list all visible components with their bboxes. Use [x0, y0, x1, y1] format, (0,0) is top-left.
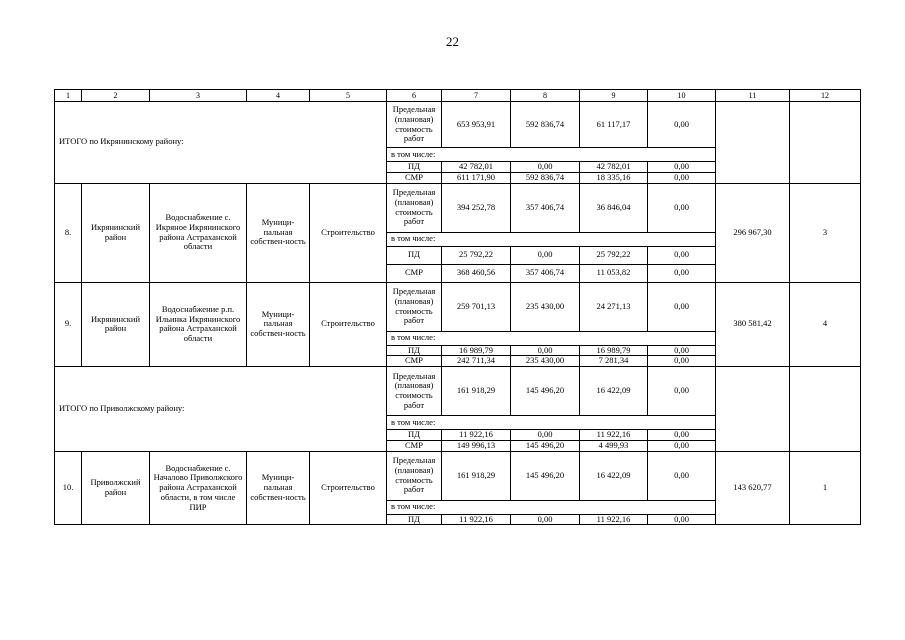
col11-value: 296 967,30: [716, 183, 790, 282]
table-cell-empty: [790, 367, 861, 452]
table-cell: 242 711,34: [442, 356, 511, 367]
row-number: 8.: [55, 183, 82, 282]
table-cell: 0,00: [648, 514, 716, 525]
table-cell: 11 053,82: [580, 264, 648, 282]
district-name: Икрянинский район: [82, 282, 150, 367]
table-cell: 357 406,74: [511, 264, 580, 282]
table-cell: 0,00: [648, 162, 716, 173]
table-cell: 0,00: [648, 264, 716, 282]
table-cell: 592 836,74: [511, 102, 580, 148]
table-cell: 11 922,16: [442, 514, 511, 525]
table-cell: 18 335,16: [580, 172, 648, 183]
table-cell: 0,00: [648, 356, 716, 367]
table-cell: 235 430,00: [511, 356, 580, 367]
column-header: 2: [82, 90, 150, 102]
table-cell: 7 281,34: [580, 356, 648, 367]
table-cell: 0,00: [648, 246, 716, 264]
table-cell: 145 496,20: [511, 440, 580, 451]
table-cell: 11 922,16: [442, 430, 511, 441]
smr-label: СМР: [387, 264, 442, 282]
column-header: 6: [387, 90, 442, 102]
col12-value: 1: [790, 451, 861, 525]
table-cell: 16 422,09: [580, 367, 648, 416]
table-cell: 368 460,56: [442, 264, 511, 282]
incl-label: в том числе:: [387, 232, 716, 246]
pd-label: ПД: [387, 345, 442, 356]
col11-value: 380 581,42: [716, 282, 790, 367]
smr-label: СМР: [387, 356, 442, 367]
column-header: 8: [511, 90, 580, 102]
column-number-header-row: [55, 90, 861, 102]
table-cell: 0,00: [648, 345, 716, 356]
table-cell: 0,00: [648, 102, 716, 148]
column-header: 12: [790, 90, 861, 102]
column-header: 10: [648, 90, 716, 102]
pd-label: ПД: [387, 162, 442, 173]
table-cell: 149 996,13: [442, 440, 511, 451]
total-privolzhsky-title: ИТОГО по Приволжскому району:: [55, 367, 387, 452]
column-header: 7: [442, 90, 511, 102]
table-cell: 42 782,01: [580, 162, 648, 173]
table-cell: 25 792,22: [442, 246, 511, 264]
pd-label: ПД: [387, 430, 442, 441]
total-privolzhsky-cost-row: [55, 367, 861, 416]
table-cell: 235 430,00: [511, 282, 580, 331]
table-cell: 0,00: [648, 367, 716, 416]
table-cell: 611 171,90: [442, 172, 511, 183]
table-cell: 592 836,74: [511, 172, 580, 183]
incl-label: в том числе:: [387, 416, 716, 430]
column-header: 4: [247, 90, 310, 102]
column-header: 5: [310, 90, 387, 102]
table-cell: 11 922,16: [580, 514, 648, 525]
table-cell: 61 117,17: [580, 102, 648, 148]
smr-label: СМР: [387, 440, 442, 451]
table-cell: 0,00: [511, 162, 580, 173]
cost-label: Предельная (плановая) стоимость работ: [387, 451, 442, 500]
row-number: 9.: [55, 282, 82, 367]
table-cell: 0,00: [648, 183, 716, 232]
work-type: Строительство: [310, 282, 387, 367]
incl-label: в том числе:: [387, 500, 716, 514]
table-cell: 145 496,20: [511, 367, 580, 416]
table-cell: 0,00: [511, 514, 580, 525]
table-cell: 0,00: [648, 451, 716, 500]
table-cell: 0,00: [648, 172, 716, 183]
table-cell-empty: [716, 367, 790, 452]
work-type: Строительство: [310, 183, 387, 282]
col11-value: 143 620,77: [716, 451, 790, 525]
table-cell: 11 922,16: [580, 430, 648, 441]
table-cell: 24 271,13: [580, 282, 648, 331]
object-name: Водоснабжение с. Икряное Икрянинского района Астраханской области: [150, 183, 247, 282]
table-cell: 357 406,74: [511, 183, 580, 232]
object-name: Водоснабжение р.п. Ильинка Икрянинского района Астраханской области: [150, 282, 247, 367]
table-cell: 0,00: [511, 345, 580, 356]
table-cell: 259 701,13: [442, 282, 511, 331]
row-9-cost-row: [55, 282, 861, 331]
table-cell: 161 918,29: [442, 367, 511, 416]
table-cell: 36 846,04: [580, 183, 648, 232]
table-cell: 16 989,79: [580, 345, 648, 356]
pd-label: ПД: [387, 514, 442, 525]
table-cell-empty: [716, 102, 790, 184]
ownership: Муници-пальная собствен-ность: [247, 183, 310, 282]
table-cell: 0,00: [511, 430, 580, 441]
district-name: Икрянинский район: [82, 183, 150, 282]
table-cell: 42 782,01: [442, 162, 511, 173]
incl-label: в том числе:: [387, 148, 716, 162]
table-cell: 4 499,93: [580, 440, 648, 451]
total-ikryaninsky-title: ИТОГО по Икрянинскому району:: [55, 102, 387, 184]
cost-label: Предельная (плановая) стоимость работ: [387, 282, 442, 331]
col12-value: 3: [790, 183, 861, 282]
total-ikryaninsky-cost-row: [55, 102, 861, 148]
column-header: 3: [150, 90, 247, 102]
row-8-cost-row: [55, 183, 861, 232]
table-cell: 161 918,29: [442, 451, 511, 500]
cost-label: Предельная (плановая) стоимость работ: [387, 367, 442, 416]
table-cell: 16 422,09: [580, 451, 648, 500]
object-name: Водоснабжение с. Началово Приволжского района Астраханской области, в том числе ПИР: [150, 451, 247, 525]
page-number: 22: [446, 34, 459, 49]
table-cell: 0,00: [648, 282, 716, 331]
table-cell-empty: [790, 102, 861, 184]
cost-label: Предельная (плановая) стоимость работ: [387, 102, 442, 148]
ownership: Муници-пальная собствен-ность: [247, 282, 310, 367]
table-cell: 145 496,20: [511, 451, 580, 500]
col12-value: 4: [790, 282, 861, 367]
district-name: Приволжский район: [82, 451, 150, 525]
table-cell: 653 953,91: [442, 102, 511, 148]
table-cell: 25 792,22: [580, 246, 648, 264]
row-10-cost-row: [55, 451, 861, 500]
column-header: 11: [716, 90, 790, 102]
smr-label: СМР: [387, 172, 442, 183]
budget-table: [54, 89, 861, 525]
cost-label: Предельная (плановая) стоимость работ: [387, 183, 442, 232]
table-cell: 0,00: [648, 440, 716, 451]
column-header: 9: [580, 90, 648, 102]
incl-label: в том числе:: [387, 331, 716, 345]
work-type: Строительство: [310, 451, 387, 525]
table-cell: 0,00: [511, 246, 580, 264]
row-number: 10.: [55, 451, 82, 525]
column-header: 1: [55, 90, 82, 102]
table-cell: 394 252,78: [442, 183, 511, 232]
table-cell: 16 989,79: [442, 345, 511, 356]
table-cell: 0,00: [648, 430, 716, 441]
pd-label: ПД: [387, 246, 442, 264]
ownership: Муници-пальная собствен-ность: [247, 451, 310, 525]
